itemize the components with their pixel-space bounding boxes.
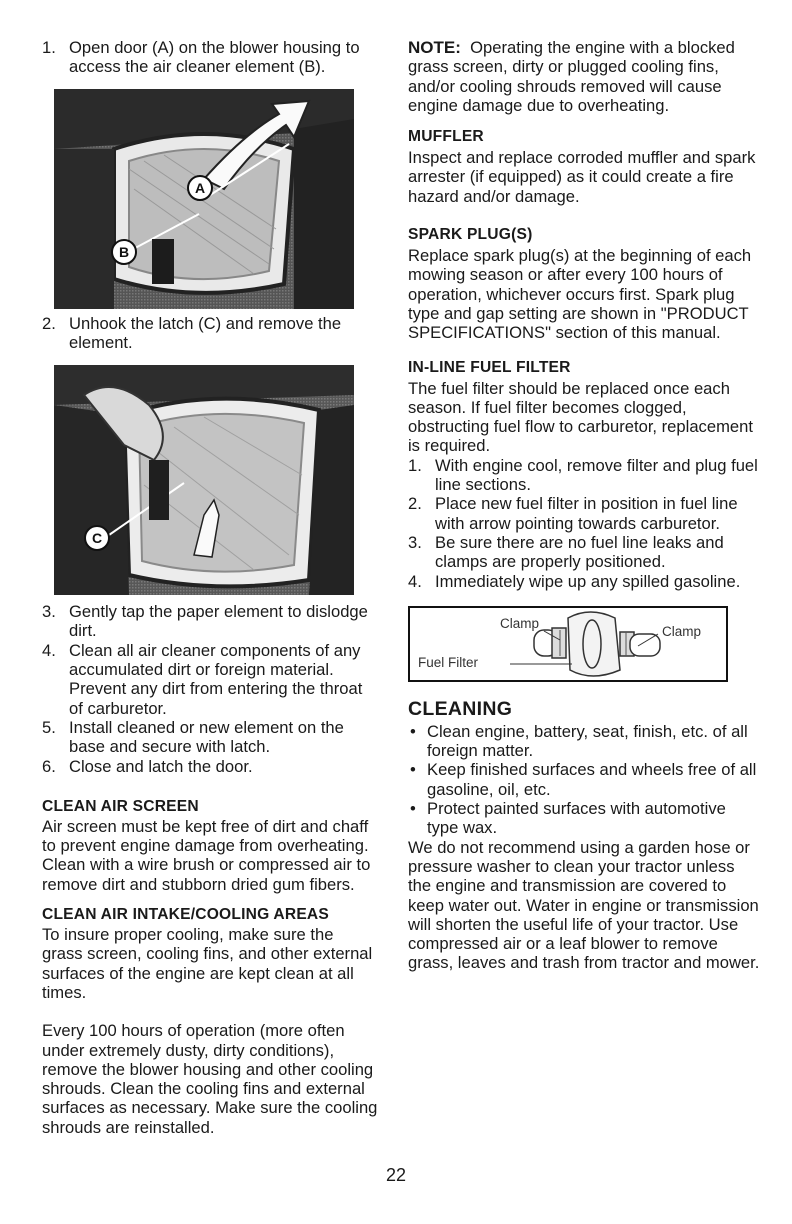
page-number: 22	[385, 1165, 407, 1185]
clean-air-screen-body: Air screen must be kept free of dirt and chaff to prevent engine damage from overheating. Clean with a wire brush or compressed air to remove dirt and stubborn dried gum fibers.	[42, 816, 371, 894]
muffler-heading: MUFFLER	[408, 128, 484, 146]
fuel-step-1: 1. With engine cool, remove filter and plug fuel line sections.	[408, 455, 758, 495]
step-2: 2. Unhook the latch (C) and remove the element.	[42, 313, 342, 352]
callout-c: C	[84, 525, 110, 551]
fuel-step-1-text: With engine cool, remove filter and plug fuel line sections.	[435, 455, 758, 495]
step-1: 1. Open door (A) on the blower housing to access the air cleaner element (B).	[42, 38, 360, 77]
spark-plug-heading: SPARK PLUG(S)	[408, 226, 533, 244]
fuel-filter-steps	[408, 456, 760, 591]
intake-body-2: Every 100 hours of operation (more often under extremely dusty, dirty conditions), remove the blower housing and other cooling shrouds. Clean the cooling fins and external surfaces as necessary. Make sure the cooling shrouds are reinstalled.	[42, 1021, 378, 1137]
intake-body-1: To insure proper cooling, make sure the grass screen, cooling fins, and other external surfaces of the engine are kept clean at all times.	[42, 925, 373, 1002]
fuel-filter-body: The fuel filter should be replaced once each season. If fuel filter becomes clogged, obstructing fuel flow to carburetor, replacement is required.	[408, 378, 753, 456]
note-label: NOTE:	[408, 38, 461, 57]
spark-plug-body: Replace spark plug(s) at the beginning of each mowing season or after every 100 hours of operation, whichever occurs first. Spark plug type and gap setting are shown in "PRODUCT SPECIFICATIONS" section of this manual.	[408, 246, 752, 343]
fuel-step-4: 4. Immediately wipe up any spilled gasoline.	[408, 571, 741, 591]
fuel-step-2-text: Place new fuel filter in position in fuel line with arrow pointing towards carburetor.	[435, 494, 738, 533]
air-cleaner-photo-latch	[54, 365, 354, 595]
fuel-step-3: 3. Be sure there are no fuel line leaks and clamps are properly positioned.	[408, 532, 724, 572]
step-2-text: Unhook the latch (C) and remove the element.	[69, 313, 342, 352]
cleaning-body: We do not recommend using a garden hose or pressure washer to clean your tractor unless the engine and transmission are covered to keep water out. Water in engine or transmission will shorten the useful life of your tractor. Use compressed air or a leaf blower to remove grass, leaves and trash from tractor and mower.	[408, 837, 760, 973]
fuel-filter-diagram	[408, 606, 728, 682]
fuel-filter-label: Fuel Filter	[418, 654, 479, 670]
cleaning-bullets	[408, 722, 760, 838]
steps-group-c	[42, 602, 378, 776]
step-5: 5. Install cleaned or new element on the base and secure with latch.	[42, 717, 344, 757]
steps-group-a	[42, 38, 378, 77]
step-4-text: Clean all air cleaner components of any accumulated dirt or foreign material. Prevent any dirt from entering the throat of carburetor.	[69, 640, 363, 718]
fuel-step-4-text: Immediately wipe up any spilled gasoline.	[435, 571, 741, 591]
steps-group-b	[42, 314, 378, 353]
air-cleaner-photo-door	[54, 89, 354, 309]
step-1-text: Open door (A) on the blower housing to access the air cleaner element (B).	[69, 38, 360, 77]
right-column	[408, 38, 760, 973]
step-6-text: Close and latch the door.	[69, 756, 253, 776]
step-5-text: Install cleaned or new element on the base and secure with latch.	[69, 717, 344, 757]
note-paragraph	[408, 38, 760, 115]
muffler-body: Inspect and replace corroded muffler and spark arrester (if equipped) as it could create a fire hazard and/or damage.	[408, 148, 756, 206]
intake-heading: CLEAN AIR INTAKE/COOLING AREAS	[42, 906, 329, 924]
fuel-step-2: 2. Place new fuel filter in position in fuel line with arrow pointing towards carburetor.	[408, 494, 738, 533]
step-6: 6. Close and latch the door.	[42, 756, 253, 776]
left-column	[42, 38, 378, 1137]
callout-a: A	[187, 175, 213, 201]
photo-illustration-2	[54, 365, 354, 595]
callout-b: B	[111, 239, 137, 265]
step-3: 3. Gently tap the paper element to dislodge dirt.	[42, 602, 368, 641]
cleaning-bullet-3: • Protect painted surfaces with automotive type wax.	[408, 799, 760, 838]
step-4: 4. Clean all air cleaner components of any accumulated dirt or foreign material. Prevent any dirt from entering the throat of carburetor.	[42, 640, 363, 718]
fuel-filter-heading: IN-LINE FUEL FILTER	[408, 358, 571, 376]
clean-air-screen-heading: CLEAN AIR SCREEN	[42, 797, 199, 815]
clamp-right-label: Clamp	[662, 623, 702, 639]
step-3-text: Gently tap the paper element to dislodge dirt.	[69, 602, 368, 641]
cleaning-bullet-2: • Keep finished surfaces and wheels free of all gasoline, oil, etc.	[408, 760, 760, 799]
clamp-left-label: Clamp	[500, 615, 540, 631]
note-text: Operating the engine with a blocked grass screen, dirty or plugged cooling fins, and/or cooling shrouds removed will cause engine damage due to overheating.	[408, 38, 735, 115]
fuel-step-3-text: Be sure there are no fuel line leaks and clamps are properly positioned.	[435, 532, 724, 572]
cleaning-heading: CLEANING	[408, 697, 513, 720]
cleaning-bullet-1: • Clean engine, battery, seat, finish, etc. of all foreign matter.	[408, 722, 760, 761]
